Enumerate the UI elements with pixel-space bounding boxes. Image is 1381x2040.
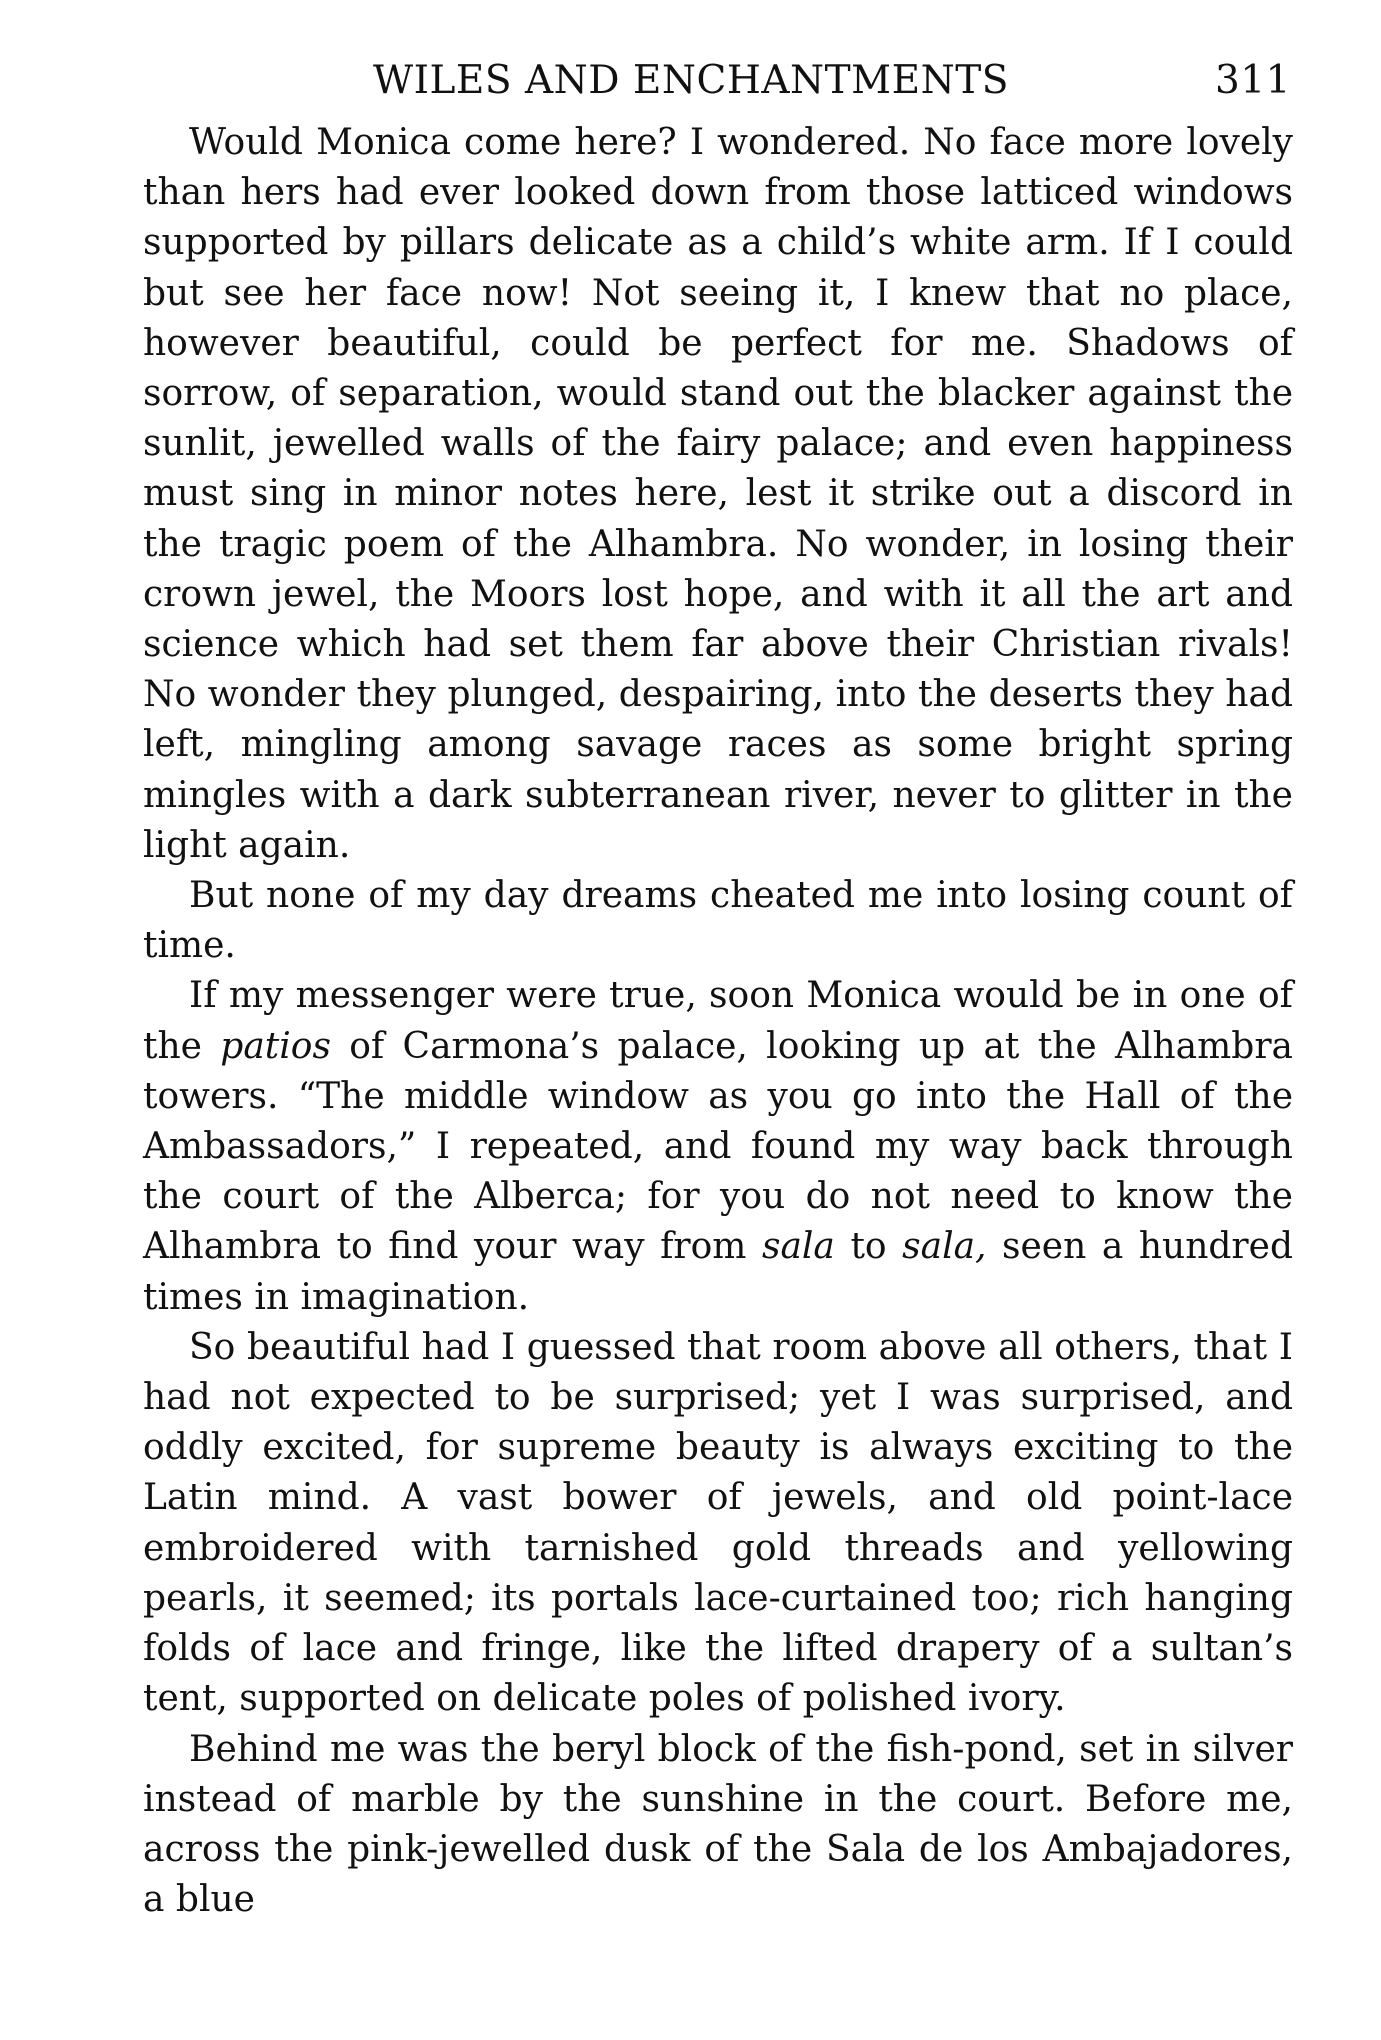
paragraph-text: of Carmona’s palace, looking up at the Alhambra towers. “The middle window as you go into the Hall of the Ambassadors,” I repeated, and found my way back through the court of the Alberca; for you do not need to know the Alhambra to find your way from <box>143 1025 1293 1268</box>
paragraph-text: If my messenger were true, soon Monica would be in one of the <box>143 975 1293 1067</box>
italic-word-sala: sala <box>761 1226 835 1268</box>
paragraph-text: to <box>834 1226 903 1268</box>
paragraph: But none of my day dreams cheated me into losing count of time. <box>143 875 1293 967</box>
book-page <box>143 58 1293 1925</box>
paragraph <box>143 971 1293 1322</box>
paragraph: So beautiful had I guessed that room above all others, that I had not expected to be surprised; yet I was surprised, and oddly excited, for supreme beauty is always exciting to the Latin mind. A vast bower of jewels, and old point-lace embroidered with tarnished gold threads and yellowing pearls, it seemed; its portals lace-curtained too; rich hanging folds of lace and fringe, like the lifted drapery of a sultan’s tent, supported on delicate poles of polished ivory. <box>143 1326 1293 1720</box>
italic-word-sala: sala, <box>902 1226 987 1268</box>
paragraph-text: seen a hundred times in imagination. <box>143 1226 1293 1318</box>
body-text <box>143 118 1293 1925</box>
paragraph: Would Monica come here? I wondered. No face more lovely than hers had ever looked down from those latticed windows supported by pillars delicate as a child’s white arm. If I could but see her face now! Not seeing it, I knew that no place, however beautiful, could be perfect for me. Shadows of sorrow, of separation, would stand out the blacker against the sunlit, jewelled walls of the fairy palace; and even happiness must sing in minor notes here, lest it strike out a discord in the tragic poem of the Alhambra. No wonder, in losing their crown jewel, the Moors lost hope, and with it all the art and science which had set them far above their Christian rivals! No wonder they plunged, despairing, into the deserts they had left, mingling among savage races as some bright spring mingles with a dark subterranean river, never to glitter in the light again. <box>143 122 1293 866</box>
page-number: 311 <box>1215 58 1291 103</box>
paragraph: Behind me was the beryl block of the fish-pond, set in silver instead of marble by the sunshine in the court. Before me, across the pink-jewelled dusk of the Sala de los Ambajadores, a blue <box>143 1728 1293 1921</box>
running-head <box>143 58 1293 118</box>
italic-word-patios: patios <box>220 1025 331 1067</box>
running-title: WILES AND ENCHANTMENTS <box>373 58 1009 103</box>
